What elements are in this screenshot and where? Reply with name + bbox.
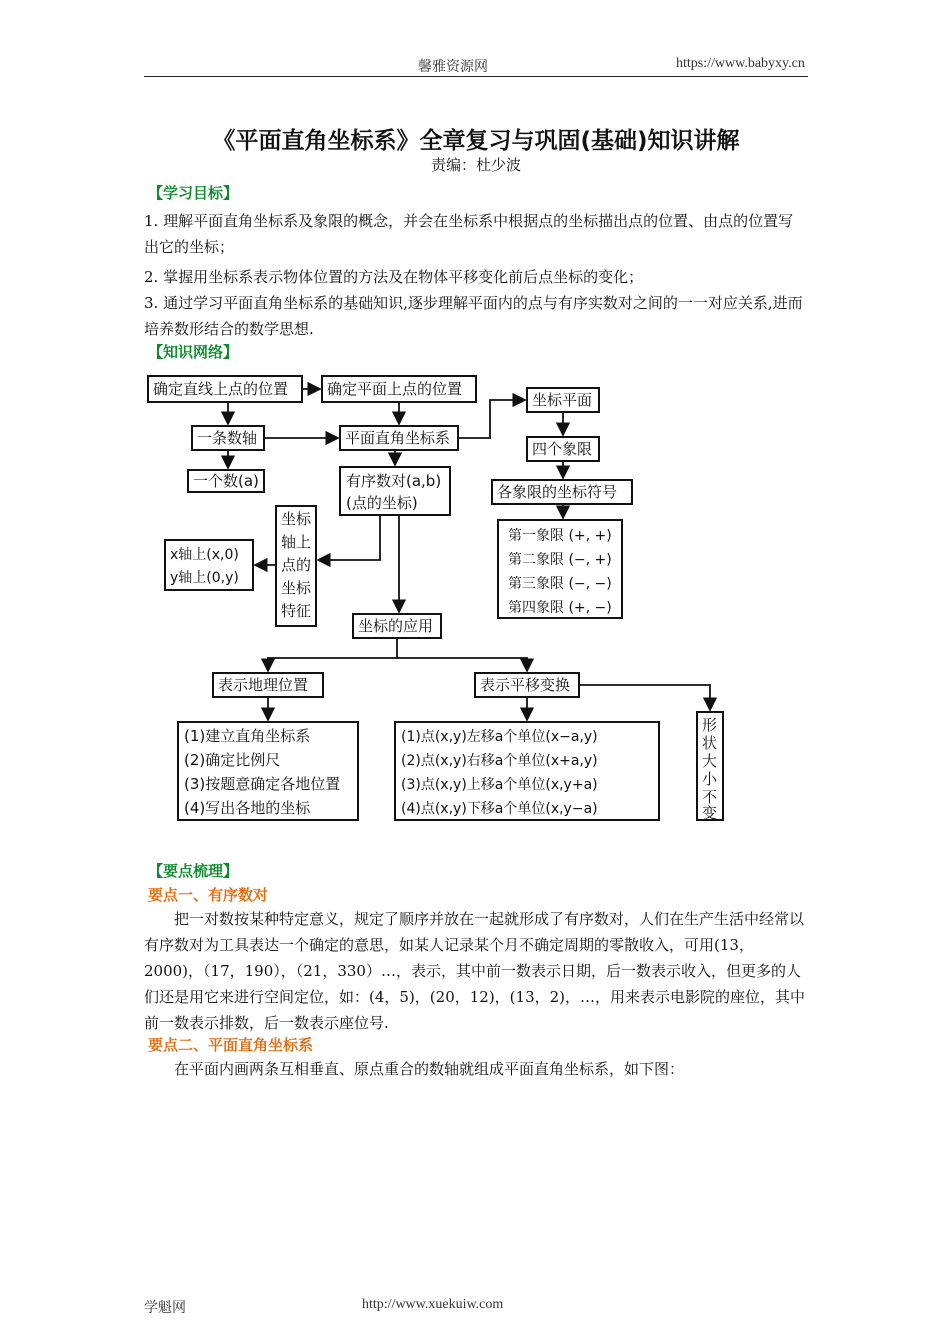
label-axis-feature-5: 特征 [281, 602, 312, 620]
label-shape-5: 不 [702, 788, 718, 806]
label-ordered-pair-2: (点的坐标) [346, 494, 418, 512]
label-four-quadrants: 四个象限 [532, 440, 593, 458]
label-geo-step-4: (4)写出各地的坐标 [184, 799, 311, 817]
label-one-number: 一个数(a) [193, 472, 259, 490]
label-q3: 第三象限 (−, −) [508, 576, 612, 592]
header-url[interactable]: https://www.babyxy.cn [676, 56, 805, 71]
label-geo-step-3: (3)按题意确定各地位置 [184, 775, 341, 793]
point-2-title: 要点二、平面直角坐标系 [148, 1036, 314, 1054]
network-heading: 【知识网络】 [148, 343, 239, 361]
page-title: 《平面直角坐标系》全章复习与巩固(基础)知识讲解 [212, 128, 740, 154]
label-line-point: 确定直线上点的位置 [153, 380, 289, 398]
label-q4: 第四象限 (+, −) [508, 600, 612, 616]
label-axis-feature-3: 点的 [281, 556, 312, 574]
label-ordered-pair-1: 有序数对(a,b) [346, 472, 442, 490]
label-axis-feature-4: 坐标 [281, 579, 312, 597]
label-y-axis: y轴上(0,y) [170, 570, 239, 586]
point-1-body: 把一对数按某种特定意义，规定了顺序并放在一起就形成了有序数对，人们在生产生活中经常以有序数对为工具表达一个确定的意思，如某人记录某个月不确定周期的零散收入，可用(13，2000)，（17，190），（21，330）…，表示，其中前一数表示日期，后一数表示收入，但更多的人们还是用它来进行空间定位，如：(4，5)，(20，12)，(13，2)，…，用来表示电影院的座位，其中前一数表示排数，后一数表示座位号. [144, 910, 806, 1032]
label-application: 坐标的应用 [358, 617, 434, 635]
label-plane-system: 平面直角坐标系 [345, 429, 451, 447]
label-shape-3: 大 [702, 752, 718, 770]
points-heading: 【要点梳理】 [148, 862, 239, 880]
label-axis-feature-2: 轴上 [281, 533, 312, 551]
label-translate-step-4: (4)点(x,y)下移a个单位(x,y−a) [401, 801, 598, 817]
label-axis-feature-1: 坐标 [281, 510, 312, 528]
label-translate: 表示平移变换 [480, 676, 571, 694]
label-geo-step-1: (1)建立直角坐标系 [184, 727, 311, 745]
label-coord-plane: 坐标平面 [532, 391, 593, 409]
goal-item-2: 2. 掌握用坐标系表示物体位置的方法及在物体平移变化前后点坐标的变化； [144, 268, 644, 286]
header-site-name: 馨雅资源网 [418, 59, 488, 75]
label-geo: 表示地理位置 [218, 676, 309, 694]
footer-site-name: 学魁网 [144, 1300, 186, 1316]
label-shape-6: 变 [702, 804, 718, 822]
label-geo-step-2: (2)确定比例尺 [184, 751, 281, 769]
label-plane-point: 确定平面上点的位置 [327, 380, 463, 398]
label-shape-4: 小 [702, 770, 718, 788]
goal-item-3: 3. 通过学习平面直角坐标系的基础知识,逐步理解平面内的点与有序实数对之间的一一对应关系,进而培养数形结合的数学思想. [144, 294, 803, 338]
label-translate-step-3: (3)点(x,y)上移a个单位(x,y+a) [401, 777, 598, 793]
goals-heading: 【学习目标】 [148, 184, 239, 202]
author-line: 责编：杜少波 [430, 156, 521, 174]
label-number-axis: 一条数轴 [197, 429, 258, 447]
label-translate-step-2: (2)点(x,y)右移a个单位(x+a,y) [401, 753, 598, 769]
label-q1: 第一象限 (+, +) [508, 528, 612, 544]
label-x-axis: x轴上(x,0) [170, 547, 239, 563]
point-2-body: 在平面内画两条互相垂直、原点重合的数轴就组成平面直角坐标系，如下图： [174, 1060, 685, 1078]
label-quadrant-signs: 各象限的坐标符号 [497, 483, 618, 501]
footer-url[interactable]: http://www.xuekuiw.com [362, 1297, 504, 1312]
label-shape-2: 状 [702, 734, 718, 752]
label-shape-1: 形 [702, 716, 718, 734]
label-translate-step-1: (1)点(x,y)左移a个单位(x−a,y) [401, 729, 598, 745]
label-q2: 第二象限 (−, +) [508, 552, 612, 568]
goal-item-1: 1. 理解平面直角坐标系及象限的概念，并会在坐标系中根据点的坐标描出点的位置、由点的位置写出它的坐标； [144, 212, 794, 256]
point-1-title: 要点一、有序数对 [148, 886, 269, 904]
